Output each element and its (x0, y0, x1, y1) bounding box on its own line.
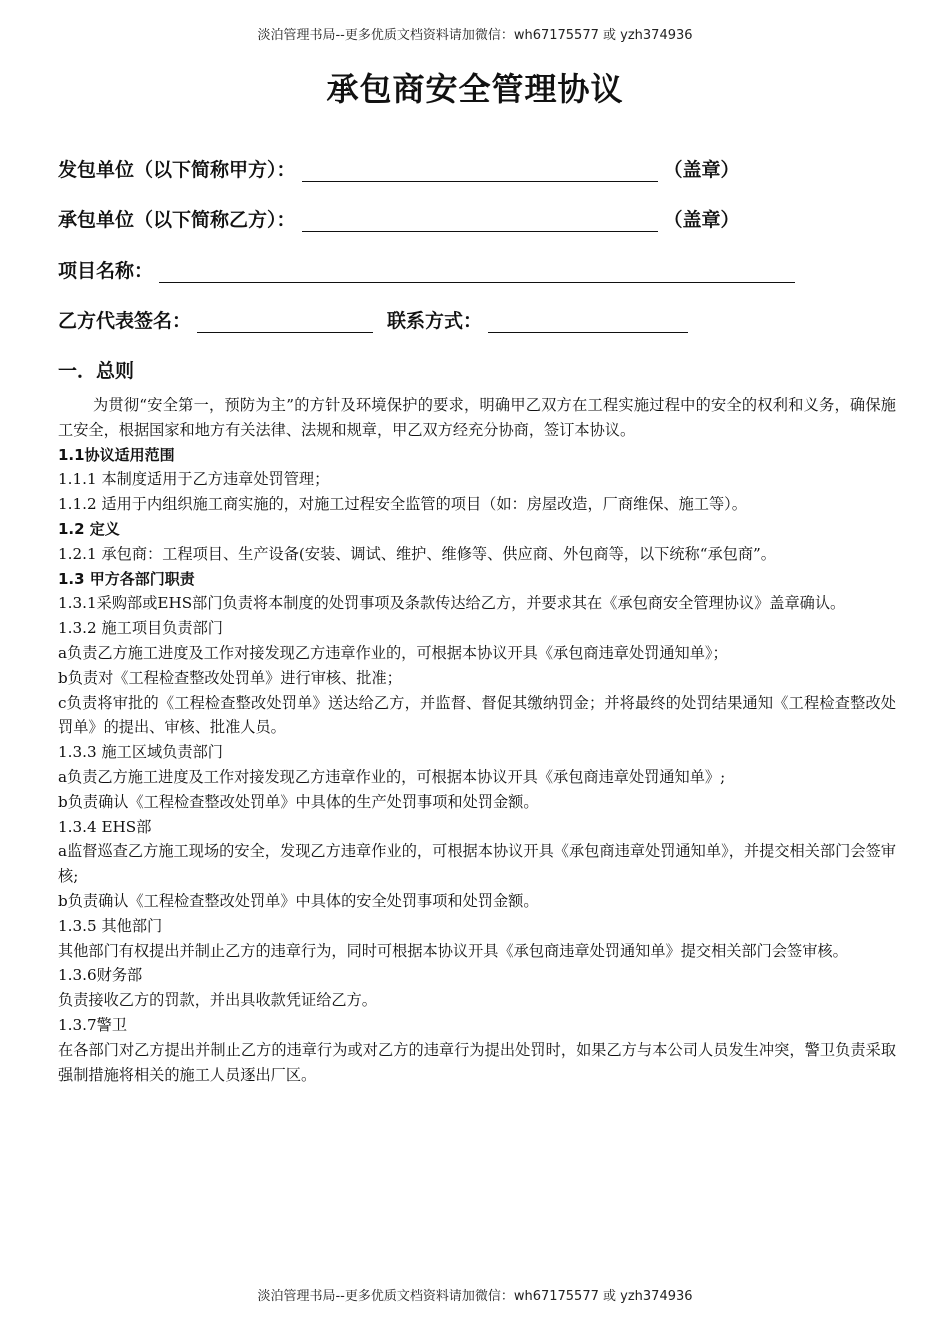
party-b-row (58, 205, 740, 232)
party-a-label: 发包单位（以下简称甲方）： (58, 159, 296, 181)
paragraph: 1.3.2 施工项目负责部门 (58, 619, 223, 638)
paragraph: 其他部门有权提出并制止乙方的违章行为，同时可根据本协议开具《承包商违章处罚通知单》提交相关部门会签审核。 (58, 941, 848, 960)
party-b-label: 承包单位（以下简称乙方）： (58, 209, 296, 231)
subsection-heading: 1.2 定义 (58, 519, 120, 538)
project-row (58, 256, 801, 283)
rep-signature-blank[interactable] (197, 312, 373, 333)
paragraph: c负责将审批的《工程检查整改处罚单》送达给乙方，并监督、督促其缴纳罚金；并将最终的处罚结果通知《工程检查整改处罚单》的提出、审核、批准人员。 (58, 693, 896, 737)
document-title: 承包商安全管理协议 (326, 70, 624, 108)
paragraph: 为贯彻“安全第一，预防为主”的方针及环境保护的要求，明确甲乙双方在工程实施过程中的安全的权利和义务，确保施工安全，根据国家和地方有关法律、法规和规章，甲乙双方经充分协商，签订本协议。 (58, 396, 896, 439)
party-a-seal: （盖章） (663, 159, 740, 181)
paragraph: a监督巡查乙方施工现场的安全，发现乙方违章作业的，可根据本协议开具《承包商违章处罚通知单》，并提交相关部门会签审核; (58, 842, 896, 886)
subsection-heading: 1.1协议适用范围 (58, 445, 175, 464)
paragraph: b负责对《工程检查整改处罚单》进行审核、批准； (58, 668, 402, 687)
subsection-heading: 1.3 甲方各部门职责 (58, 569, 195, 588)
paragraph: a负责乙方施工进度及工作对接发现乙方违章作业的，可根据本协议开具《承包商违章处罚通知单》； (58, 643, 728, 662)
contact-blank[interactable] (488, 312, 688, 333)
project-label: 项目名称： (58, 260, 154, 282)
paragraph: 1.3.4 EHS部 (58, 817, 152, 836)
paragraph: b负责确认《工程检查整改处罚单》中具体的生产处罚事项和处罚金额。 (58, 792, 539, 811)
paragraph: 1.3.5 其他部门 (58, 916, 163, 935)
paragraph: 在各部门对乙方提出并制止乙方的违章行为或对乙方的违章行为提出处罚时，如果乙方与本公司人员发生冲突，警卫负责采取强制措施将相关的施工人员逐出厂区。 (58, 1040, 896, 1084)
rep-row (58, 306, 694, 333)
party-a-blank[interactable] (302, 161, 658, 182)
party-b-blank[interactable] (302, 211, 658, 232)
paragraph: 1.3.7警卫 (58, 1015, 128, 1034)
party-a-row (58, 155, 740, 182)
paragraph: 1.1.2 适用于内组织施工商实施的，对施工过程安全监管的项目（如：房屋改造，厂商维保、施工等）。 (58, 495, 747, 514)
paragraph: 1.2.1 承包商：工程项目、生产设备(安装、调试、维护、维修等、供应商、外包商等，以下统称“承包商”。 (58, 544, 776, 563)
party-b-seal: （盖章） (663, 209, 740, 231)
paragraph: 1.3.3 施工区域负责部门 (58, 743, 223, 762)
section-heading: 一．总则 (58, 360, 135, 382)
paragraph: b负责确认《工程检查整改处罚单》中具体的安全处罚事项和处罚金额。 (58, 891, 539, 910)
contact-label: 联系方式： (387, 310, 483, 332)
document-body (58, 393, 896, 1087)
page-footer: 淡泊管理书局--更多优质文档资料请加微信：wh67175577 或 yzh374936 (257, 1289, 693, 1304)
paragraph: 负责接收乙方的罚款，并出具收款凭证给乙方。 (58, 991, 377, 1010)
paragraph: 1.3.1采购部或EHS部门负责将本制度的处罚事项及条款传达给乙方，并要求其在《承包商安全管理协议》盖章确认。 (58, 594, 846, 613)
paragraph: 1.1.1 本制度适用于乙方违章处罚管理； (58, 470, 330, 489)
project-blank[interactable] (159, 262, 795, 283)
page-header: 淡泊管理书局--更多优质文档资料请加微信：wh67175577 或 yzh374936 (257, 28, 693, 43)
paragraph: a负责乙方施工进度及工作对接发现乙方违章作业的，可根据本协议开具《承包商违章处罚通知单》; (58, 767, 726, 786)
paragraph: 1.3.6财务部 (58, 966, 143, 985)
rep-label: 乙方代表签名： (58, 310, 192, 332)
